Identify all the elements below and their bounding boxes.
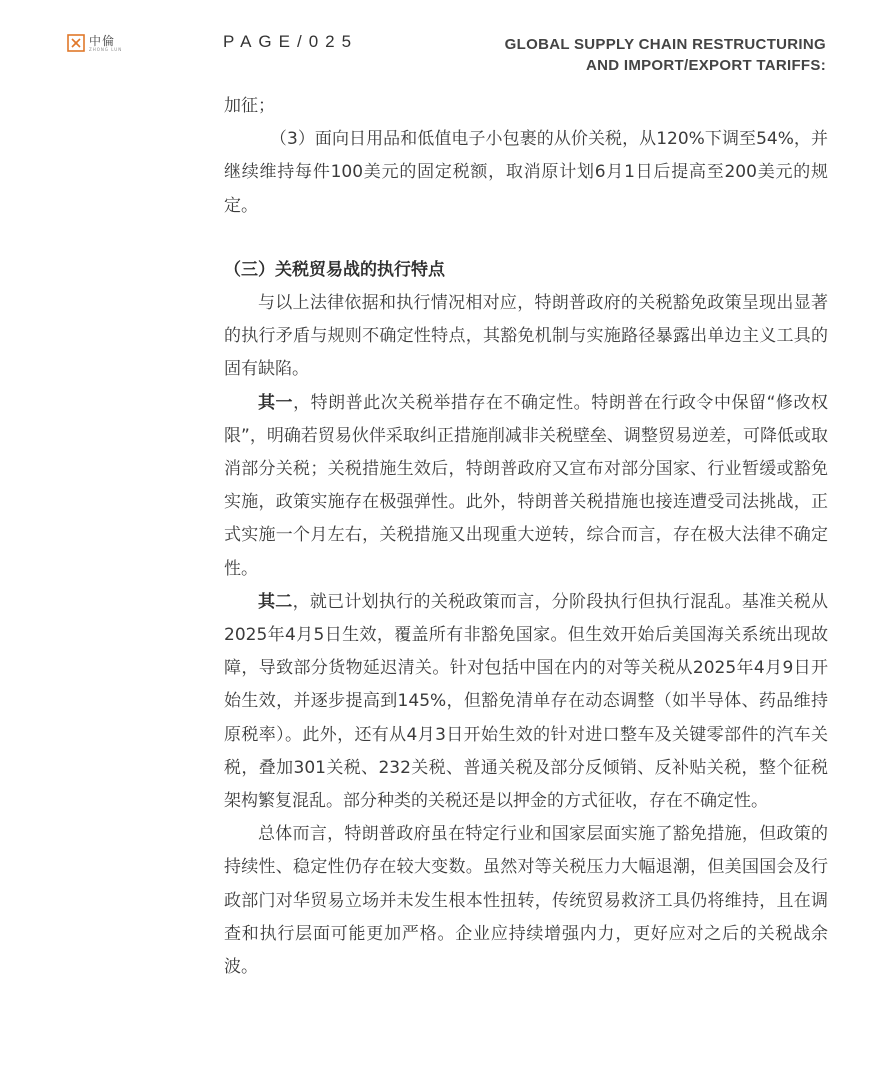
logo-english-name: ZHONG LUN: [89, 46, 123, 52]
paragraph-point-2: [224, 586, 828, 818]
document-body: [224, 90, 828, 984]
paragraph-item-3: （3）面向日用品和低值电子小包裹的从价关税，从120%下调至54%，并继续维持每件100美元的固定税额，取消原计划6月1日后提高至200美元的规定。: [224, 129, 828, 216]
paragraph-continuation: 加征；: [224, 96, 275, 116]
point-2-lead: 其二: [258, 591, 293, 612]
paragraph-point-1: [224, 387, 828, 586]
paragraph-intro: 与以上法律依据和执行情况相对应，特朗普政府的关税豁免政策呈现出显著的执行矛盾与规则不确定性特点，其豁免机制与实施路径暴露出单边主义工具的固有缺陷。: [224, 293, 828, 380]
point-1-text: ，特朗普此次关税举措存在不确定性。特朗普在行政令中保留“修改权限”，明确若贸易伙伴采取纠正措施削减非关税壁垒、调整贸易逆差，可降低或取消部分关税；关税措施生效后，特朗普政府又宣布对部分国家、行业暂缓或豁免实施，政策实施存在极强弹性。此外，特朗普关税措施也接连遭受司法挑战，正式实施一个月左右，关税措施又出现重大逆转，综合而言，存在极大法律不确定性。: [224, 392, 828, 579]
zhonglun-logo-icon: [67, 34, 85, 52]
header-title: [505, 34, 826, 76]
company-logo: [67, 34, 122, 52]
logo-chinese-name: 中倫: [89, 33, 116, 48]
point-2-text: ，就已计划执行的关税政策而言，分阶段执行但执行混乱。基准关税从2025年4月5日生效，覆盖所有非豁免国家。但生效开始后美国海关系统出现故障，导致部分货物延迟清关。针对包括中国在内的对等关税从2025年4月9日开始生效，并逐步提高到145%，但豁免清单存在动态调整（如半导体、药品维持原税率）。此外，还有从4月3日开始生效的针对进口整车及关键零部件的汽车关税，叠加301关税、232关税、普通关税及部分反倾销、反补贴关税，整个征税架构繁复混乱。部分种类的关税还是以押金的方式征收，存在不确定性。: [224, 591, 828, 812]
point-1-lead: 其一: [258, 392, 294, 413]
paragraph-conclusion: 总体而言，特朗普政府虽在特定行业和国家层面实施了豁免措施，但政策的持续性、稳定性仍存在较大变数。虽然对等关税压力大幅退潮，但美国国会及行政部门对华贸易立场并未发生根本性扭转，传统贸易救济工具仍将维持，且在调查和执行层面可能更加严格。企业应持续增强内力，更好应对之后的关税战余波。: [224, 824, 828, 978]
header-title-line-1: GLOBAL SUPPLY CHAIN RESTRUCTURING: [504, 36, 826, 53]
section-heading: （三）关税贸易战的执行特点: [224, 259, 445, 280]
header-title-line-2: AND IMPORT/EXPORT TARIFFS:: [585, 57, 826, 74]
page-number: PAGE/025: [223, 32, 359, 51]
